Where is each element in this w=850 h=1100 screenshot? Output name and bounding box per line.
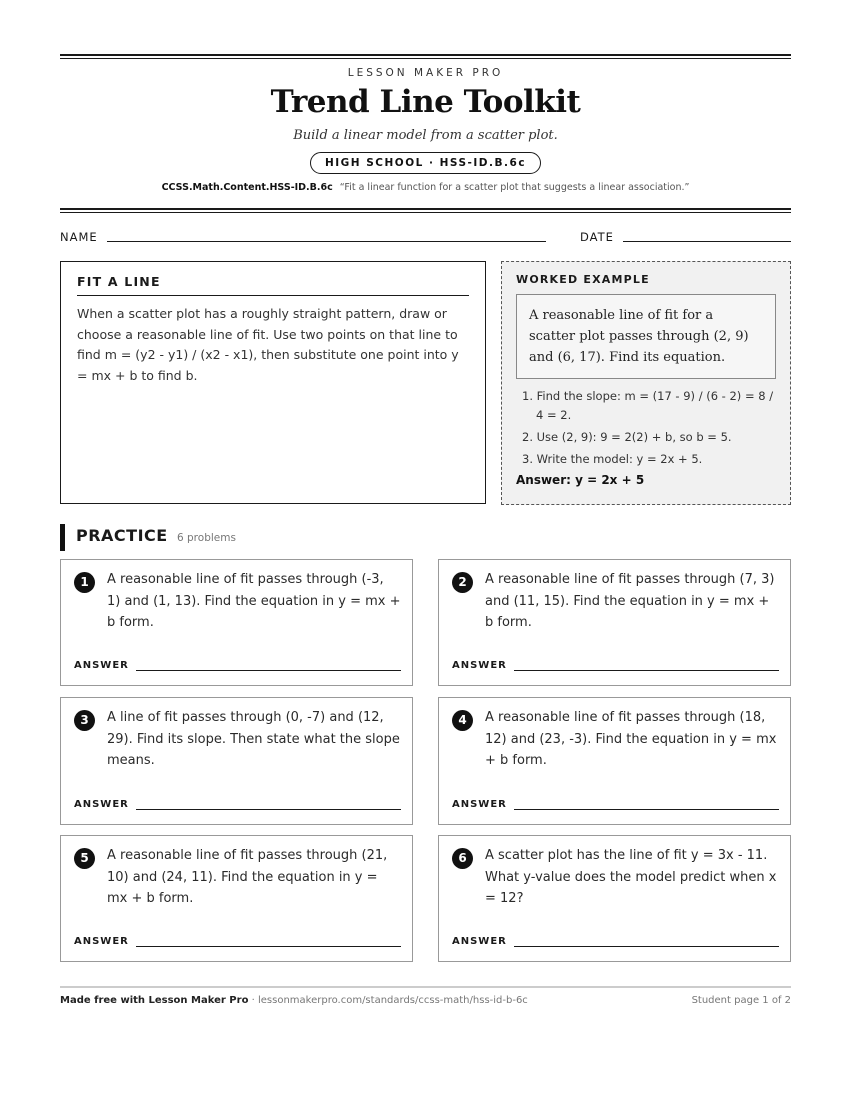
answer-field[interactable]	[514, 670, 779, 671]
page-subtitle: Build a linear model from a scatter plot.	[293, 128, 558, 143]
worked-example-step: 2. Use (2, 9): 9 = 2(2) + b, so b = 5.	[522, 430, 732, 444]
standard-code: CCSS.Math.Content.HSS-ID.B.6c	[161, 182, 333, 193]
problem-number-badge: 1	[74, 572, 95, 593]
standard-text: “Fit a linear function for a scatter plot that suggests a linear association.”	[339, 182, 690, 193]
answer-field[interactable]	[136, 809, 401, 810]
problem-card-1	[60, 559, 413, 686]
answer-field[interactable]	[514, 809, 779, 810]
answer-field[interactable]	[514, 946, 779, 947]
problem-card-5	[60, 835, 413, 962]
problem-text: A scatter plot has the line of fit y = 3x - 11. What y-value does the model predict when x = 12?	[485, 848, 777, 906]
level-pill: HIGH SCHOOL · HSS-ID.B.6c	[310, 152, 541, 174]
footer-page-number: Student page 1 of 2	[691, 995, 791, 1006]
problem-text: A line of fit passes through (0, -7) and (12, 29). Find its slope. Then state what the slope means.	[107, 710, 400, 768]
worked-example-step: 3. Write the model: y = 2x + 5.	[522, 452, 703, 466]
problem-text: A reasonable line of fit passes through (-3, 1) and (1, 13). Find the equation in y = mx + b form.	[107, 572, 401, 630]
header-top-rule	[60, 54, 791, 59]
answer-label: ANSWER	[452, 936, 507, 947]
problem-text: A reasonable line of fit passes through (18, 12) and (23, -3). Find the equation in y = mx + b form.	[485, 710, 777, 768]
fit-a-line-body: When a scatter plot has a roughly straight pattern, draw or choose a reasonable line of fit. Use two points on that line to find m = (y2 - y1) / (x2 - x1), then substitute one point into y = mx + b to find b.	[77, 306, 459, 383]
problem-card-6	[438, 835, 791, 962]
standard-line	[60, 182, 791, 193]
answer-field[interactable]	[136, 670, 401, 671]
footer-made-with: Made free with Lesson Maker Pro	[60, 995, 249, 1006]
answer-label: ANSWER	[74, 936, 129, 947]
footer-rule	[60, 986, 791, 988]
level-pill-wrap	[60, 151, 791, 174]
problem-text: A reasonable line of fit passes through (7, 3) and (11, 15). Find the equation in y = mx + b form.	[485, 572, 775, 630]
answer-label: ANSWER	[74, 660, 129, 671]
header-bottom-rule	[60, 208, 791, 213]
problem-number-badge: 2	[452, 572, 473, 593]
problem-number-badge: 6	[452, 848, 473, 869]
date-label: DATE	[580, 230, 614, 244]
answer-label: ANSWER	[452, 799, 507, 810]
answer-label: ANSWER	[74, 799, 129, 810]
name-label: NAME	[60, 230, 98, 244]
brand-name: LESSON MAKER PRO	[347, 67, 504, 79]
worked-example-answer: Answer: y = 2x + 5	[516, 473, 645, 487]
worked-example-step: 1. Find the slope: m = (17 - 9) / (6 - 2) = 8 / 4 = 2.	[522, 389, 774, 422]
practice-heading: PRACTICE	[76, 526, 168, 545]
worked-example-steps	[516, 387, 776, 469]
practice-count: 6 problems	[177, 532, 236, 544]
page-title: Trend Line Toolkit	[270, 84, 581, 120]
problem-text: A reasonable line of fit passes through (21, 10) and (24, 11). Find the equation in y = mx + b form.	[107, 848, 388, 906]
problem-card-3	[60, 697, 413, 825]
problem-card-4	[438, 697, 791, 825]
problem-number-badge: 4	[452, 710, 473, 731]
fit-a-line-box	[60, 261, 486, 504]
problem-number-badge: 3	[74, 710, 95, 731]
answer-label: ANSWER	[452, 660, 507, 671]
answer-field[interactable]	[136, 946, 401, 947]
problem-number-badge: 5	[74, 848, 95, 869]
footer-credit	[60, 995, 528, 1006]
problem-card-2	[438, 559, 791, 686]
worked-example-problem: A reasonable line of fit for a scatter plot passes through (2, 9) and (6, 17). Find its equation.	[516, 294, 776, 379]
fit-a-line-heading: FIT A LINE	[77, 274, 469, 296]
practice-accent-bar	[60, 524, 65, 551]
date-field[interactable]	[623, 241, 791, 242]
worked-example-heading: WORKED EXAMPLE	[516, 273, 650, 286]
worked-example-box	[501, 261, 791, 505]
footer-url[interactable]: · lessonmakerpro.com/standards/ccss-math/hss-id-b-6c	[248, 995, 528, 1006]
name-field[interactable]	[107, 241, 546, 242]
